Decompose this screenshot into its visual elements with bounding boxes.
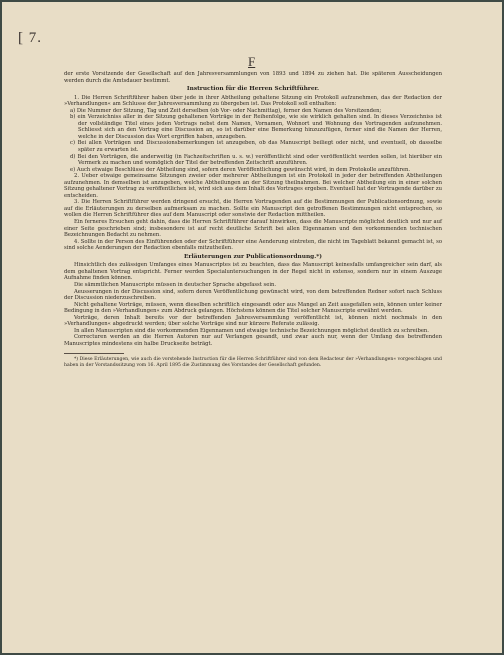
intro-paragraph: der erste Vorsitzende der Gesellschaft auf den Jahresversammlungen von 1893 und 1894 zu ziehen hat. Die späteren Ausscheidungen werden durch die Amtsdauer bestimmt.	[64, 71, 442, 84]
paragraph-3: 3. Die Herren Schriftführer werden dringend ersucht, die Herren Vortragenden auf die Bestimmungen der Publicationsordnung, sowie auf die Erläuterungen zu derselben aufmerksam zu machen. Sollte ein Manuscript den getroffenen Bestimmungen nicht entsprechen, so wollen die Herren Schriftführer dies auf dem Manuscript oder sonstwie der Redaction mittheilen.	[64, 199, 442, 219]
document-body	[64, 71, 442, 369]
note-paragraph: Nicht gehaltene Vorträge, müssen, wenn dieselben schriftlich eingesandt oder aus Mangel an Zeit ausgefallen sein, können unter keiner Bedingung in den »Verhandlungen« zum Abdruck gelangen. Höchstens können die Titel solcher Manuscripte erwähnt werden.	[64, 301, 442, 315]
list-item: a) Die Nummer der Sitzung, Tag und Zeit derselben (ob Vor- oder Nachmittag), ferner den Namen des Vorsitzenden;	[70, 107, 382, 114]
note-paragraph: Aeusserungen in der Discussion sind, sofern deren Veröffentlichung gewünscht wird, von dem betreffenden Redner sofort nach Schluss der Discussion niederzuschreiben.	[64, 288, 442, 302]
note-paragraph: In allen Manuscripten sind die vorkommenden Eigennamen und etwaige technische Bezeichnungen möglichst deutlich zu schreiben.	[74, 327, 429, 334]
document-page	[2, 2, 502, 653]
section-heading-erlaeuterungen: Erläuterungen zur Publicationsordnung.*)	[183, 253, 323, 260]
list-item: c) Bei allen Vorträgen und Discussionsbemerkungen ist anzugeben, ob das Manuscript beiliegt oder nicht, und eventuell, ob dasselbe später zu erwarten ist.	[70, 140, 442, 154]
footnote: *) Diese Erläuterungen, wie auch die vorstehende Instruction für die Herren Schriftführer sind von dem Redacteur der »Verhandlungen« vorgeschlagen und haben in der Vorstandssitzung vom 16. April 1895 die Zustimmung des Vorstandes der Gesellschaft gefunden.	[64, 357, 442, 369]
footnote-divider	[64, 353, 124, 354]
note-paragraph: Vorträge, deren Inhalt bereits vor der betreffenden Jahresversammlung veröffentlicht ist, können nicht nochmals in den »Verhandlungen« abgedruckt werden; über solche Vorträge sind nur kürzere Referate zulässig.	[64, 314, 442, 328]
page-number: F	[248, 54, 256, 69]
paragraph-1: 1. Die Herren Schriftführer haben über jede in ihrer Abtheilung gehaltene Sitzung ein Protokoll aufzunehmen, das der Redaction der »Verhandlungen« am Schlusse der Jahresversammlung zu übergeben ist. Das Protokoll soll enthalten:	[64, 94, 442, 108]
paragraph-4: 4. Sollte in der Person des Einführenden oder der Schriftführer eine Aenderung eintreten, die nicht im Tageblatt bekannt gemacht ist, so sind solche Aenderungen der Redaction ebenfalls mitzutheilen.	[64, 238, 442, 252]
list-item: d) Bei den Vorträgen, die anderweitig (in Fachzeitschriften u. s. w.) veröffentlicht sind oder veröffentlicht werden sollen, ist hierüber ein Vermerk zu machen und womöglich der Titel der betreffenden Zeitschrift anzuführen.	[70, 153, 442, 167]
archive-mark: [ 7.	[18, 30, 42, 46]
section-heading-instruction: Instruction für die Herren Schriftführer.	[186, 86, 320, 93]
paragraph-3b: Ein ferneres Ersuchen geht dahin, dass die Herren Schriftführer darauf hinwirken, dass die Manuscripte möglichst deutlich und nur auf einer Seite geschrieben sind; insbesondere ist auf recht deutliche Schrift bei allen Eigennamen und den vorkommenden technischen Bezeichnungen Bedacht zu nehmen.	[64, 219, 442, 239]
paragraph-2: 2. Ueber etwaige gemeinsame Sitzungen zweier oder mehrerer Abtheilungen ist ein Protokoll in jeder der betreffenden Abtheilungen aufzunehmen. In demselben ist anzugeben, welche Abtheilungen an der Sitzung theilnahmen. Bei welcher Abtheilung ein in einer solchen Sitzung gehaltener Vortrag zu veröffentlichen ist, wird sich aus dem Inhalt des Vortrages ergeben. Eventuell hat der Vortragende darüber zu entscheiden.	[64, 173, 442, 199]
note-paragraph: Hinsichtlich des zulässigen Umfanges eines Manuscriptes ist zu beachten, dass das Manuscript keinesfalls umfangreicher sein darf, als dem gehaltenen Vortrag entspricht. Ferner werden Specialuntersuchungen in der Regel nicht in extenso, sondern nur in einem Auszuge Aufnahme finden können.	[64, 262, 442, 282]
note-paragraph: Die sämmtlichen Manuscripte müssen in deutscher Sprache abgefasst sein.	[74, 281, 277, 288]
list-item: e) Auch etwaige Beschlüsse der Abtheilung sind, sofern deren Veröffentlichung gewünscht wird, in dem Protokolle anzuführen.	[70, 166, 411, 173]
note-paragraph: Correcturen werden an die Herren Autoren nur auf Verlangen gesandt, und zwar auch nur, wenn der Umfang des betreffenden Manuscriptes mindestens ein halbe Druckseite beträgt.	[64, 334, 442, 347]
list-item: b) ein Verzeichniss aller in der Sitzung gehaltenen Vorträge in der Reihenfolge, wie sie wirklich gehalten sind. In dieses Verzeichniss ist der vollständige Titel eines jeden Vortrags nebst dem Namen, Vornamen, Wohnort und Wohnung des Vortragenden aufzunehmen. Schliesst sich an den Vortrag eine Discussion an, so ist darüber eine Bemerkung hinzuzufügen, ferner sind die Namen der Herren, welche in der Discussion das Wort ergriffen haben, anzugeben.	[70, 114, 442, 140]
